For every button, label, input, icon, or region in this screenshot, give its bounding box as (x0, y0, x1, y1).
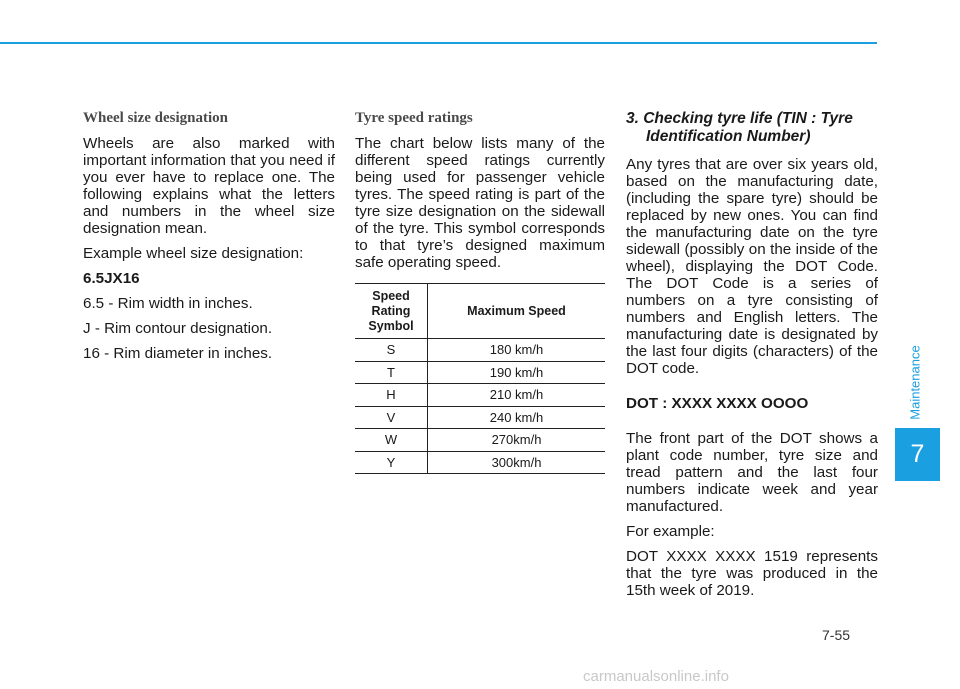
table-row (355, 406, 605, 429)
dot-example: DOT XXXX XXXX 1519 represents that the tyre was produced in the 15th week of 2019. (626, 548, 878, 599)
heading-tyre-life: 3. Checking tyre life (TIN : Tyre Identification Number) (626, 110, 853, 145)
table-row (355, 384, 605, 407)
watermark: carmanualsonline.info (583, 668, 729, 685)
symbol-cell: H (355, 384, 428, 407)
example-label: Example wheel size designation: (83, 245, 304, 262)
heading-speed-ratings: Tyre speed ratings (355, 110, 473, 126)
table-row (355, 339, 605, 362)
speed-cell: 180 km/h (428, 339, 606, 362)
speed-rating-table (355, 283, 605, 474)
dot-explanation: The front part of the DOT shows a plant code number, tyre size and tread pattern and the last four numbers indicate week and year manufactured. (626, 430, 878, 515)
speed-cell: 270km/h (428, 429, 606, 452)
dot-code: DOT : XXXX XXXX OOOO (626, 395, 809, 412)
symbol-cell: W (355, 429, 428, 452)
rim-diameter-line: 16 - Rim diameter in inches. (83, 345, 273, 362)
table-row (355, 361, 605, 384)
speed-cell: 240 km/h (428, 406, 606, 429)
speed-cell: 190 km/h (428, 361, 606, 384)
symbol-cell: V (355, 406, 428, 429)
symbol-cell: Y (355, 451, 428, 474)
heading-wheel-size: Wheel size designation (83, 110, 228, 126)
example-intro: For example: (626, 523, 715, 540)
top-rule (0, 42, 877, 44)
section-label: Maintenance (907, 345, 923, 420)
table-row (355, 451, 605, 474)
column-tyre-life (626, 110, 878, 607)
page-number: 7-55 (822, 627, 851, 643)
tyre-life-paragraph: Any tyres that are over six years old, based on the manufacturing date, (including the spare tyre) should be replaced by new ones. You can find the manufacturing date on the tyre sidewall (possibly on the inside of the wheel), displaying the DOT Code. The DOT Code is a series of numbers on a tyre consisting of numbers and English letters. The manufacturing date is designated by the last four digits (characters) of the DOT code. (626, 156, 878, 377)
speed-cell: 210 km/h (428, 384, 606, 407)
example-code: 6.5JX16 (83, 270, 140, 287)
speed-cell: 300km/h (428, 451, 606, 474)
speed-ratings-paragraph: The chart below lists many of the different speed ratings currently being used for passenger vehicle tyres. The speed rating is part of the tyre size designation on the sidewall of the tyre. This symbol corresponds to that tyre’s designed maximum safe operating speed. (355, 135, 605, 271)
chapter-tab: 7 (895, 428, 940, 481)
column-wheel-size (83, 110, 335, 370)
symbol-cell: T (355, 361, 428, 384)
symbol-cell: S (355, 339, 428, 362)
wheel-size-paragraph: Wheels are also marked with important information that you need if you ever have to replace one. The following explains what the letters and numbers in the wheel size designation mean. (83, 135, 335, 237)
table-row (355, 429, 605, 452)
table-header-row (355, 284, 605, 339)
header-max-speed: Maximum Speed (428, 284, 606, 339)
rim-width-line: 6.5 - Rim width in inches. (83, 295, 253, 312)
column-speed-ratings (355, 110, 605, 474)
rim-contour-line: J - Rim contour designation. (83, 320, 273, 337)
header-symbol: Speed Rating Symbol (355, 284, 428, 339)
